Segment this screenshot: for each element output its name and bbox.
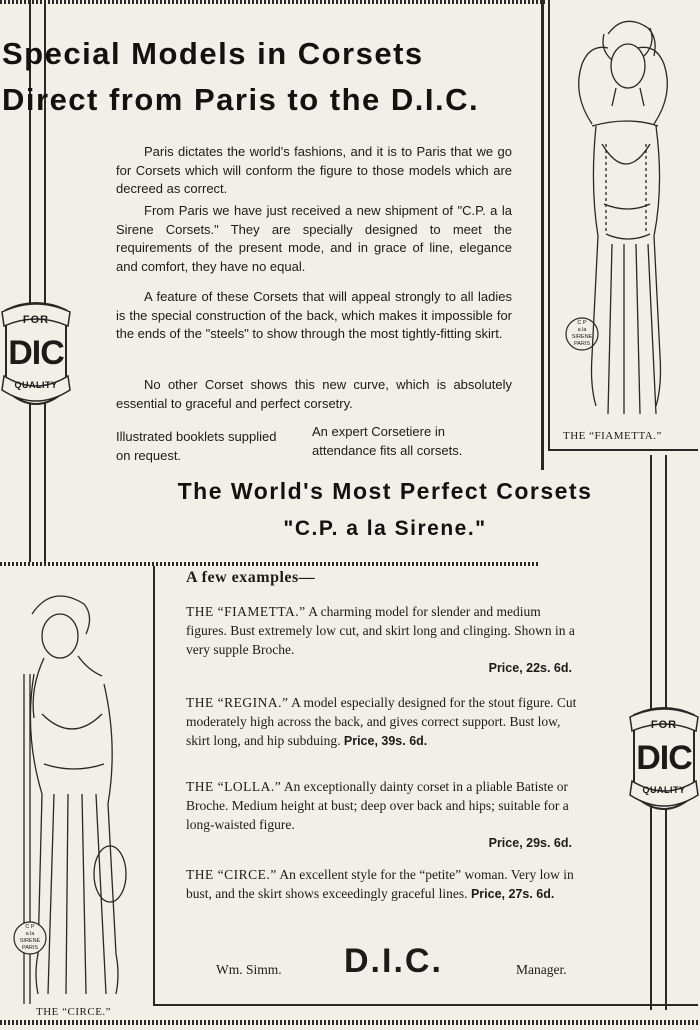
example-regina-price: Price, 39s. 6d. — [343, 734, 428, 748]
badge-right-middle-text: DIC — [636, 739, 692, 777]
circe-caption: THE “CIRCE.” — [36, 1006, 112, 1018]
example-fiametta — [186, 602, 582, 678]
dic-quality-badge-left — [0, 300, 72, 418]
circe-seal-line-3: PARIS — [21, 945, 39, 951]
fiametta-seal-line-3: PARIS — [573, 341, 591, 347]
headline-line-2: Direct from Paris to the D.I.C. — [2, 82, 480, 117]
badge-left-top-text: FOR — [22, 314, 50, 326]
example-lolla-name: THE “LOLLA.” — [186, 779, 282, 794]
intro-paragraph-2: From Paris we have just received a new shipment of "C.P. a la Sirene Corsets." They are specially designed to meet the requirements of the present mode, and in grace of line, elegance and comfort, they have no equal. — [116, 203, 512, 274]
right-column-rule — [541, 0, 544, 470]
example-circe — [186, 865, 582, 904]
intro-paragraph-4: No other Corset shows this new curve, which is absolutely essential to graceful and perfect corsetry. — [116, 377, 512, 411]
illustration-frame-bottom — [548, 449, 698, 451]
badge-left-middle-text: DIC — [8, 334, 64, 372]
footer-title: Manager. — [516, 962, 567, 977]
example-circe-price: Price, 27s. 6d. — [470, 887, 555, 901]
subheadline-line-1: The World's Most Perfect Corsets — [177, 478, 593, 504]
example-fiametta-name: THE “FIAMETTA.” — [186, 604, 306, 619]
example-regina-name: THE “REGINA.” — [186, 695, 289, 710]
fiametta-seal-line-1: C P — [577, 320, 587, 326]
intro-paragraph-1: Paris dictates the world's fashions, and it is to Paris that we go for Corsets which will conform the figure to those models which are decreed as correct. — [116, 144, 512, 196]
fiametta-illustration — [552, 4, 696, 424]
example-fiametta-price: Price, 22s. 6d. — [488, 661, 572, 675]
footer-dic-logo: D.I.C. — [344, 942, 443, 980]
fiametta-caption: THE “FIAMETTA.” — [563, 430, 662, 442]
badge-right-top-text: FOR — [650, 719, 678, 731]
example-fiametta-description: A charming model for slender and medium figures. Bust extremely low cut, and skirt long and clinging. Shown in a very supple Broche. — [186, 604, 575, 657]
circe-illustration — [4, 574, 150, 1004]
intro-paragraph-3: A feature of these Corsets that will appeal strongly to all ladies is the special construction of the back, which makes it impossible for the ends of the "steels" to show through the most tightly-fitting skirt. — [116, 289, 512, 341]
fiametta-figure-drawing — [552, 4, 696, 424]
examples-frame-bottom — [153, 1004, 698, 1006]
illustration-frame-left — [548, 0, 550, 450]
circe-seal-line-2: a la SIRENE — [19, 931, 41, 944]
headline-line-1: Special Models in Corsets — [2, 36, 424, 71]
example-regina-description: A model especially designed for the stout figure. Cut moderately high across the back, and gives correct support. Bust low, skirt long, and hip subduing. — [186, 695, 577, 748]
examples-title: A few examples— — [186, 569, 316, 586]
footer-signatory: Wm. Simm. — [216, 962, 282, 977]
example-lolla-description: An exceptionally dainty corset in a pliable Batiste or Broche. Medium height at bust; deep over back and hips; suitable for a long-waisted figure. — [186, 779, 569, 832]
example-circe-description: An excellent style for the “petite” woman. Very low in bust, and the skirt shows exceedingly graceful lines. — [186, 867, 574, 901]
examples-frame-left — [153, 566, 155, 1006]
mid-border — [0, 562, 540, 566]
dic-quality-badge-right — [628, 705, 700, 823]
top-border — [0, 0, 545, 4]
badge-right-bottom-text: QUALITY — [642, 785, 686, 795]
booklet-note: Illustrated booklets supplied on request. — [116, 429, 277, 463]
fiametta-seal-line-2: a la SIRENE — [571, 327, 593, 340]
example-circe-name: THE “CIRCE.” — [186, 867, 277, 882]
example-lolla — [186, 777, 582, 853]
bottom-border — [0, 1020, 700, 1025]
example-lolla-price: Price, 29s. 6d. — [488, 836, 572, 850]
example-regina — [186, 693, 582, 751]
circe-seal-line-1: C P — [25, 924, 35, 930]
corsetiere-note: An expert Corsetiere in attendance fits all corsets. — [312, 424, 463, 458]
subheadline-line-2: "C.P. a la Sirene." — [283, 517, 487, 540]
badge-left-bottom-text: QUALITY — [14, 380, 58, 390]
